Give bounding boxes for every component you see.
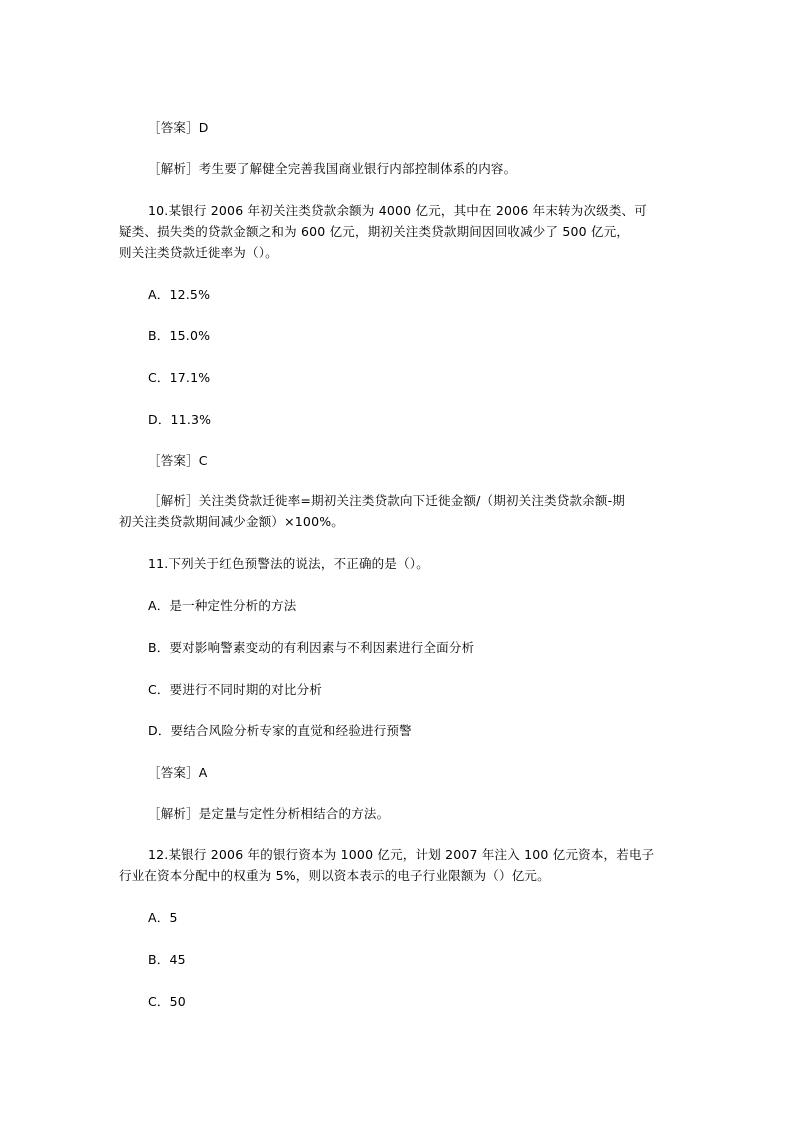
answer-10: ［答案］C <box>148 453 208 468</box>
explanation-9: ［解析］考生要了解健全完善我国商业银行内部控制体系的内容。 <box>148 161 517 176</box>
explanation-10-line-1: ［解析］关注类贷款迁徙率=期初关注类贷款向下迁徙金额/（期初关注类贷款余额-期 <box>148 493 625 508</box>
explanation-11: ［解析］是定量与定性分析相结合的方法。 <box>148 806 390 821</box>
question-12-option-c: C．50 <box>148 994 186 1009</box>
question-11: 11.下列关于红色预警法的说法，不正确的是（）。 <box>148 556 429 571</box>
answer-11: ［答案］A <box>148 765 208 780</box>
question-12-line-2: 行业在资本分配中的权重为 5%，则以资本表示的电子行业限额为（）亿元。 <box>119 868 550 883</box>
explanation-10-line-2: 初关注类贷款期间减少金额）×100%。 <box>119 514 345 529</box>
question-10-option-d: D．11.3% <box>148 412 212 427</box>
question-11-option-c: C．要进行不同时期的对比分析 <box>148 682 323 697</box>
question-12-option-a: A．5 <box>148 910 178 925</box>
question-10-option-a: A．12.5% <box>148 287 211 302</box>
question-11-option-b: B．要对影响警素变动的有利因素与不利因素进行全面分析 <box>148 640 475 655</box>
question-10-line-1: 10.某银行 2006 年初关注类贷款余额为 4000 亿元，其中在 2006 年末转为次级类、可 <box>148 203 647 218</box>
question-11-option-d: D．要结合风险分析专家的直觉和经验进行预警 <box>148 723 412 738</box>
question-12-line-1: 12.某银行 2006 年的银行资本为 1000 亿元，计划 2007 年注入 100 亿元资本，若电子 <box>148 847 655 862</box>
question-10-option-c: C．17.1% <box>148 370 211 385</box>
question-10-line-3: 则关注类贷款迁徙率为（）。 <box>119 245 278 260</box>
question-10-line-2: 疑类、损失类的贷款金额之和为 600 亿元，期初关注类贷款期间因回收减少了 500 亿元， <box>119 224 630 239</box>
answer-9: ［答案］D <box>148 120 209 135</box>
question-11-option-a: A．是一种定性分析的方法 <box>148 598 297 613</box>
question-10-option-b: B．15.0% <box>148 328 211 343</box>
question-12-option-b: B．45 <box>148 952 186 967</box>
